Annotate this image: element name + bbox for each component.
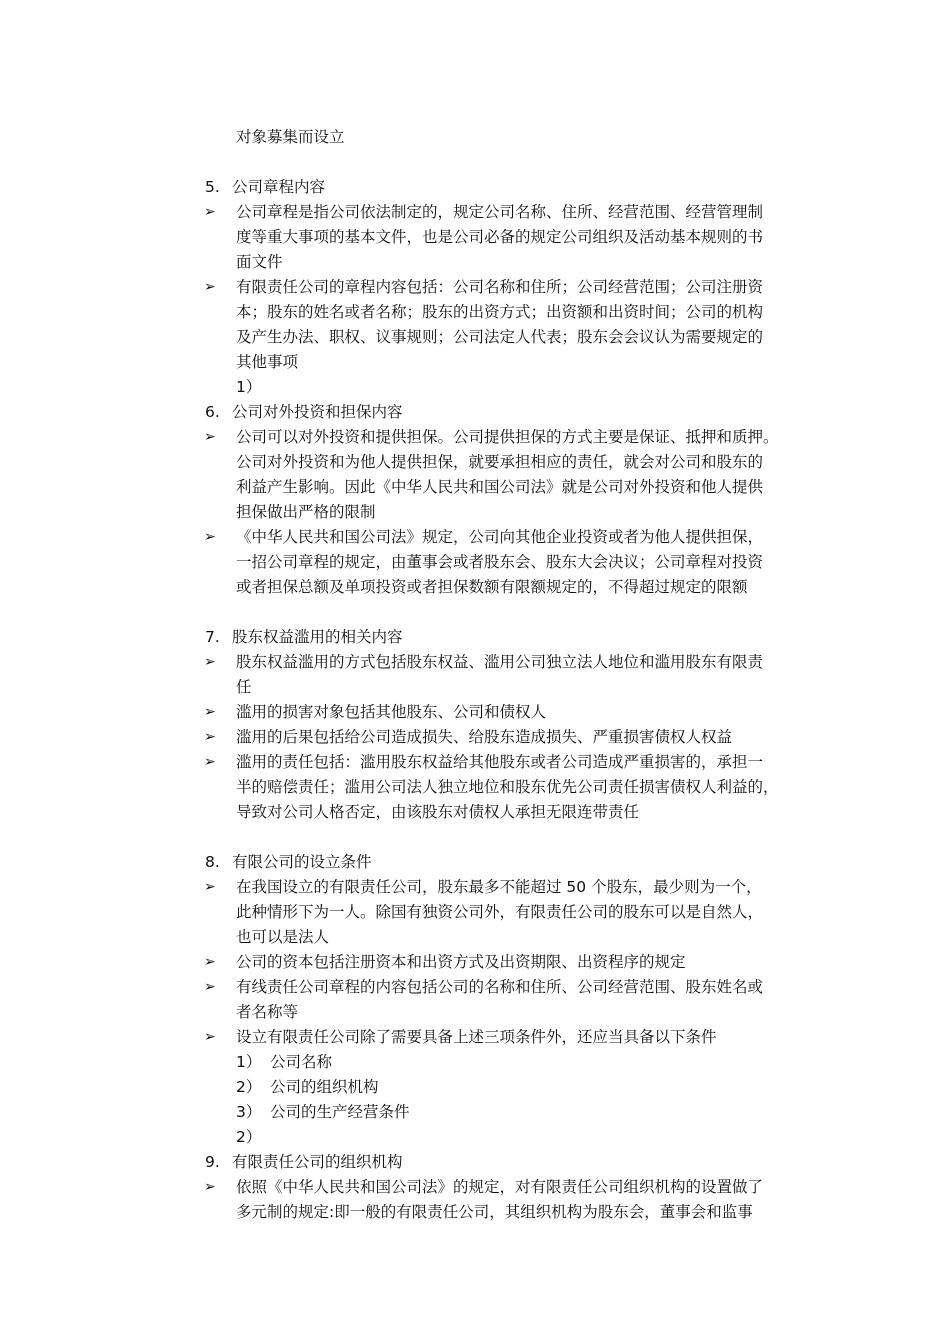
section-heading: 有限责任公司的组织机构 — [232, 1153, 403, 1171]
bullet-line: 滥用的责任包括：滥用股东权益给其他股东或者公司造成严重损害的，承担一 — [236, 753, 764, 771]
sub-item-number: 1） — [236, 1053, 262, 1071]
bullet-line: 公司的资本包括注册资本和出资方式及出资期限、出资程序的规定 — [236, 953, 686, 971]
section-heading: 公司对外投资和担保内容 — [232, 403, 403, 421]
sub-item-number: 2） — [236, 1078, 262, 1096]
bullet-arrow-icon: ➢ — [204, 754, 216, 770]
bullet-arrow-icon: ➢ — [204, 204, 216, 220]
bullet-line: 《中华人民共和国公司法》规定，公司向其他企业投资或者为他人提供担保， — [236, 528, 764, 546]
bullet-arrow-icon: ➢ — [204, 1029, 216, 1045]
bullet-line: 有线责任公司章程的内容包括公司的名称和住所、公司经营范围、股东姓名或 — [236, 978, 764, 996]
bullet-line: 公司章程是指公司依法制定的，规定公司名称、住所、经营范围、经营管理制 — [236, 203, 764, 221]
bullet-line: 或者担保总额及单项投资或者担保数额有限额规定的，不得超过规定的限额 — [236, 578, 748, 596]
bullet-line: 其他事项 — [236, 353, 299, 371]
section-heading: 公司章程内容 — [232, 178, 326, 196]
bullet-line: 也可以是法人 — [236, 928, 330, 946]
sub-item-text: 公司名称 — [270, 1053, 333, 1071]
sub-item-text: 公司的生产经营条件 — [270, 1103, 410, 1121]
bullet-arrow-icon: ➢ — [204, 529, 216, 545]
section-number: 7. — [205, 628, 220, 646]
bullet-arrow-icon: ➢ — [204, 954, 216, 970]
bullet-arrow-icon: ➢ — [204, 704, 216, 720]
intro-line: 对象募集而设立 — [236, 128, 345, 146]
bullet-line: 在我国设立的有限责任公司，股东最多不能超过 50 个股东，最少则为一个， — [236, 878, 762, 896]
bullet-arrow-icon: ➢ — [204, 1179, 216, 1195]
bullet-line: 本；股东的姓名或者名称；股东的出资方式；出资额和出资时间；公司的机构 — [236, 303, 764, 321]
section-number: 6. — [205, 403, 220, 421]
bullet-line: 及产生办法、职权、议事规则；公司法定人代表；股东会会议认为需要规定的 — [236, 328, 764, 346]
section-heading: 股东权益滥用的相关内容 — [232, 628, 403, 646]
bullet-line: 度等重大事项的基本文件，也是公司必备的规定公司组织及活动基本规则的书 — [236, 228, 764, 246]
bullet-line: 任 — [236, 678, 252, 696]
bullet-line: 一招公司章程的规定，由董事会或者股东会、股东大会决议；公司章程对投资 — [236, 553, 764, 571]
bullet-line: 者名称等 — [236, 1003, 299, 1021]
bullet-line: 滥用的后果包括给公司造成损失、给股东造成损失、严重损害债权人权益 — [236, 728, 733, 746]
trailing-marker: 1） — [236, 378, 262, 396]
bullet-line: 依照《中华人民共和国公司法》的规定，对有限责任公司组织机构的设置做了 — [236, 1178, 764, 1196]
bullet-line: 有限责任公司的章程内容包括：公司名称和住所；公司经营范围；公司注册资 — [236, 278, 764, 296]
bullet-line: 设立有限责任公司除了需要具备上述三项条件外，还应当具备以下条件 — [236, 1028, 717, 1046]
bullet-arrow-icon: ➢ — [204, 879, 216, 895]
sub-item-text: 公司的组织机构 — [270, 1078, 379, 1096]
sub-item-number: 3） — [236, 1103, 262, 1121]
bullet-line: 面文件 — [236, 253, 283, 271]
section-heading: 有限公司的设立条件 — [232, 853, 372, 871]
section-number: 8. — [205, 853, 220, 871]
bullet-arrow-icon: ➢ — [204, 279, 216, 295]
bullet-line: 滥用的损害对象包括其他股东、公司和债权人 — [236, 703, 547, 721]
bullet-line: 利益产生影响。因此《中华人民共和国公司法》就是公司对外投资和他人提供 — [236, 478, 764, 496]
bullet-line: 多元制的规定:即一般的有限责任公司，其组织机构为股东会，董事会和监事 — [236, 1203, 753, 1221]
bullet-arrow-icon: ➢ — [204, 654, 216, 670]
bullet-arrow-icon: ➢ — [204, 429, 216, 445]
bullet-line: 此种情形下为一人。除国有独资公司外，有限责任公司的股东可以是自然人， — [236, 903, 764, 921]
section-number: 5. — [205, 178, 220, 196]
bullet-arrow-icon: ➢ — [204, 729, 216, 745]
bullet-line: 股东权益滥用的方式包括股东权益、滥用公司独立法人地位和滥用股东有限责 — [236, 653, 764, 671]
section-number: 9. — [205, 1153, 220, 1171]
bullet-line: 导致对公司人格否定，由该股东对债权人承担无限连带责任 — [236, 803, 640, 821]
bullet-line: 公司对外投资和为他人提供担保，就要承担相应的责任，就会对公司和股东的 — [236, 453, 764, 471]
bullet-line: 半的赔偿责任；滥用公司法人独立地位和股东优先公司责任损害债权人利益的， — [236, 778, 779, 796]
trailing-marker: 2） — [236, 1128, 262, 1146]
bullet-line: 担保做出严格的限制 — [236, 503, 376, 521]
bullet-line: 公司可以对外投资和提供担保。公司提供担保的方式主要是保证、抵押和质押。 — [236, 428, 779, 446]
bullet-arrow-icon: ➢ — [204, 979, 216, 995]
